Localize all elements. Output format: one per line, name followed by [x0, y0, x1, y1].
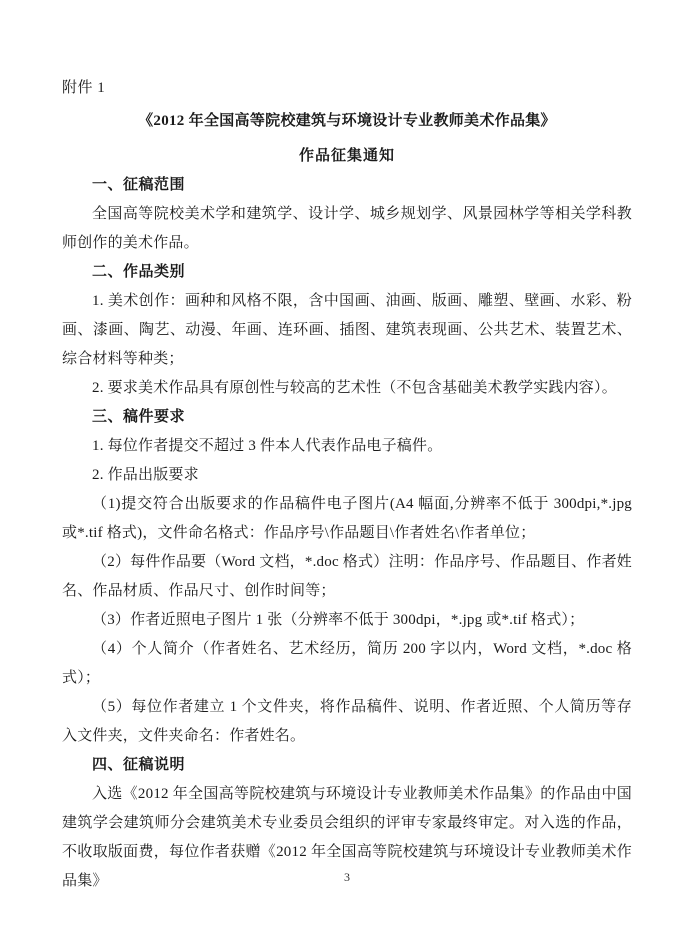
paragraph: 入选《2012 年全国高等院校建筑与环境设计专业教师美术作品集》的作品由中国建筑学会建筑师分会建筑美术专业委员会组织的评审专家最终审定。对入选的作品，不收取版面费，每位作者获赠《2012 年全国高等院校建筑与环境设计专业教师美术作品集》 [62, 786, 632, 889]
paragraph: （3）作者近照电子图片 1 张（分辨率不低于 300dpi，*.jpg 或*.tif 格式）； [92, 612, 585, 628]
paragraph: （2）每件作品要（Word 文档，*.doc 格式）注明：作品序号、作品题目、作者姓名、作品材质、作品尺寸、创作时间等； [62, 554, 632, 599]
paragraph: 全国高等院校美术学和建筑学、设计学、城乡规划学、风景园林学等相关学科教师创作的美术作品。 [62, 206, 632, 251]
section-heading-submission-notes: 四、征稿说明 [92, 757, 186, 773]
section-work-categories [62, 258, 632, 403]
section-manuscript-requirements [62, 403, 632, 751]
paragraph: （5）每位作者建立 1 个文件夹，将作品稿件、说明、作者近照、个人简历等存入文件夹，文件夹命名：作者姓名。 [62, 699, 632, 744]
document-content [62, 74, 632, 896]
section-submission-scope [62, 171, 632, 258]
page-number: 3 [344, 870, 350, 884]
paragraph: （1)提交符合出版要求的作品稿件电子图片(A4 幅面,分辨率不低于 300dpi,*.jpg 或*.tif 格式)，文件命名格式：作品序号\作品题目\作者姓名\作者单位； [62, 496, 632, 541]
paragraph: 1. 每位作者提交不超过 3 件本人代表作品电子稿件。 [92, 438, 443, 454]
paragraph: 2. 要求美术作品具有原创性与较高的艺术性（不包含基础美术教学实践内容）。 [92, 380, 617, 396]
section-heading-work-categories: 二、作品类别 [92, 264, 186, 280]
paragraph: 2. 作品出版要求 [92, 467, 199, 483]
section-heading-manuscript-requirements: 三、稿件要求 [92, 409, 186, 425]
section-heading-submission-scope: 一、征稿范围 [92, 177, 186, 193]
attachment-label: 附件 1 [62, 80, 106, 96]
paragraph: 1. 美术创作：画种和风格不限，含中国画、油画、版画、雕塑、壁画、水彩、粉画、漆画、陶艺、动漫、年画、连环画、插图、建筑表现画、公共艺术、装置艺术、综合材料等种类； [62, 293, 632, 367]
paragraph: （4）个人简介（作者姓名、艺术经历，简历 200 字以内，Word 文档，*.doc 格式）； [62, 641, 632, 686]
document-title: 《2012 年全国高等院校建筑与环境设计专业教师美术作品集》 [138, 113, 556, 129]
document-subtitle: 作品征集通知 [298, 148, 395, 164]
